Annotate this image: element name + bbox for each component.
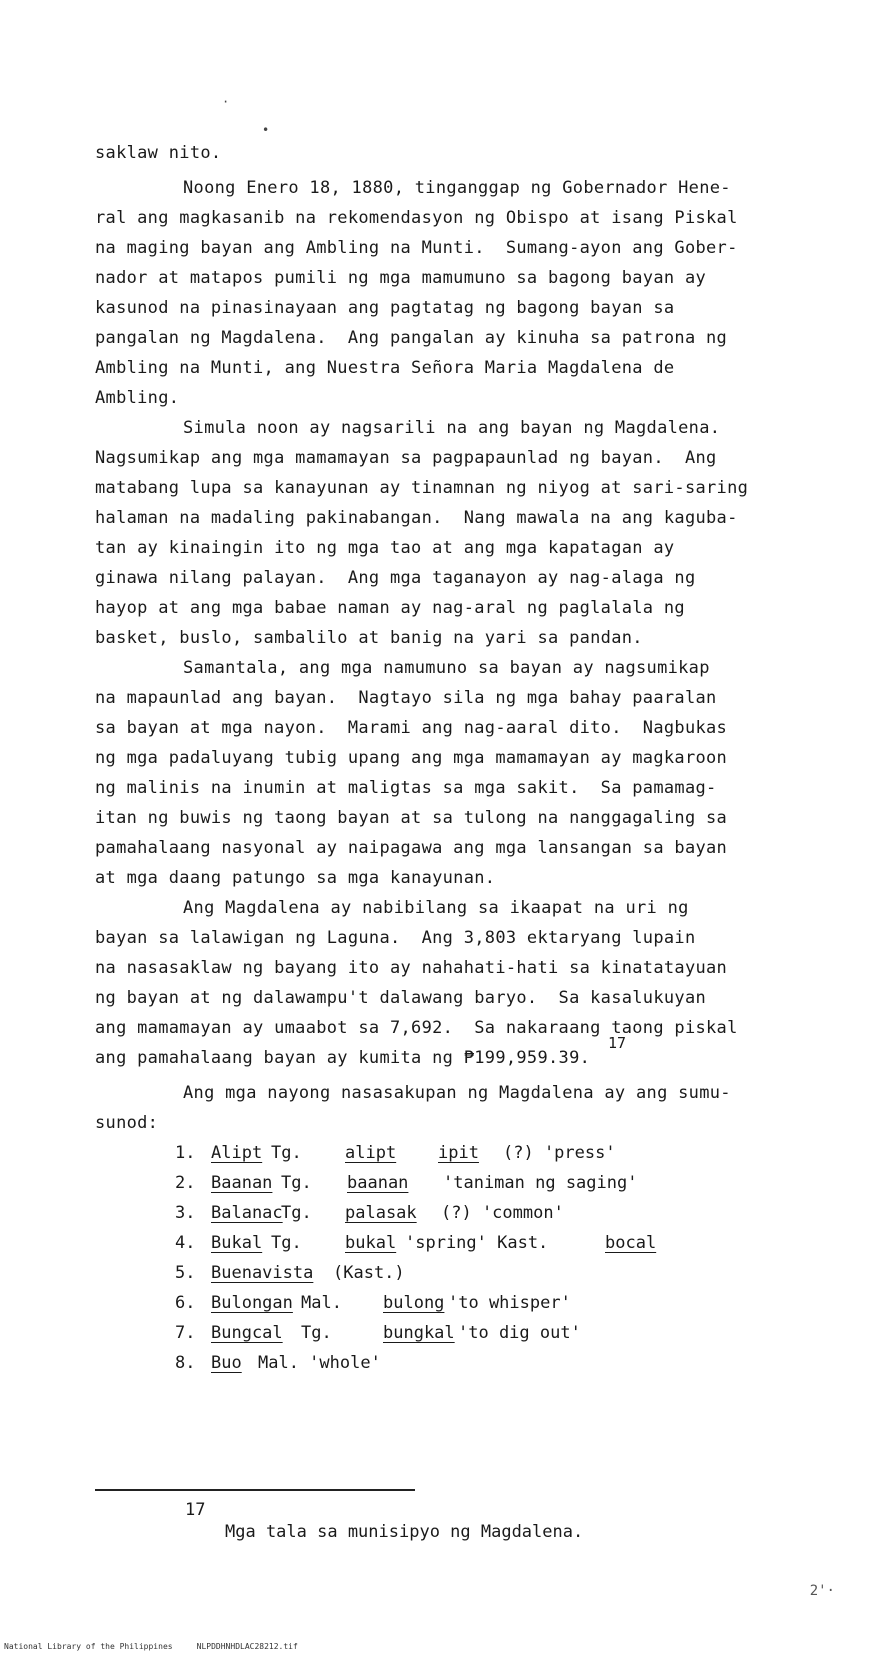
etymology-note: Mal. 'whole' <box>258 1353 381 1373</box>
text-line: Ambling. <box>95 388 180 408</box>
etymology-note: Tg. <box>281 1173 312 1193</box>
place-name: Bulongan <box>211 1293 293 1313</box>
text-line: ng malinis na inumin at maligtas sa mga sakit. Sa pamamag- <box>95 778 717 798</box>
etymology-note: Tg. <box>271 1143 302 1163</box>
text-line: Samantala, ang mga namumuno sa bayan ay nagsumikap <box>183 658 710 678</box>
text-line: pamahalaang nasyonal ay naipagawa ang mga lansangan sa bayan <box>95 838 728 858</box>
place-name: Bukal <box>211 1233 263 1253</box>
place-name: Buo <box>211 1353 242 1373</box>
text-line: na mapaunlad ang bayan. Nagtayo sila ng mga bahay paaralan <box>95 688 717 708</box>
footnote-text: Mga tala sa munisipyo ng Magdalena. <box>225 1522 584 1542</box>
etymology-note: Tg. <box>281 1203 312 1223</box>
etymology-word: bulong <box>383 1293 445 1313</box>
text-line: at mga daang patungo sa mga kanayunan. <box>95 868 496 888</box>
text-line: ang mamamayan ay umaabot sa 7,692. Sa nakaraang taong piskal <box>95 1018 738 1038</box>
text-line: Ang mga nayong nasasakupan ng Magdalena ay ang sumu- <box>183 1083 731 1103</box>
list-item-number: 4. <box>175 1233 196 1253</box>
footnote-number: 17 <box>185 1500 206 1520</box>
text-line: hayop at ang mga babae naman ay nag-aral ng paglalala ng <box>95 598 685 618</box>
list-item-number: 8. <box>175 1353 196 1373</box>
etymology-note: 'to whisper' <box>448 1293 571 1313</box>
text-line: ang pamahalaang bayan ay kumita ng ₱199,959.39. <box>95 1048 591 1068</box>
text-line: itan ng buwis ng taong bayan at sa tulong na nanggagaling sa <box>95 808 728 828</box>
text-line: sunod: <box>95 1113 159 1133</box>
text-line: kasunod na pinasinayaan ang pagtatag ng bagong bayan sa <box>95 298 675 318</box>
footnote-separator <box>95 1489 415 1491</box>
etymology-note: 'spring' Kast. <box>405 1233 549 1253</box>
scan-speck: · <box>222 95 230 109</box>
etymology-note: (?) 'common' <box>441 1203 564 1223</box>
text-line: Nagsumikap ang mga mamamayan sa pagpapaunlad ng bayan. Ang <box>95 448 717 468</box>
text-line: tan ay kinaingin ito ng mga tao at ang mga kapatagan ay <box>95 538 675 558</box>
text-line: nador at matapos pumili ng mga mamumuno sa bagong bayan ay <box>95 268 707 288</box>
etymology-word: alipt <box>345 1143 397 1163</box>
text-line: bayan sa lalawigan ng Laguna. Ang 3,803 ektaryang lupain <box>95 928 696 948</box>
place-name: Alipt <box>211 1143 263 1163</box>
text-line: Ang Magdalena ay nabibilang sa ikaapat na uri ng <box>183 898 689 918</box>
place-name: Baanan <box>211 1173 273 1193</box>
etymology-word: palasak <box>345 1203 417 1223</box>
text-line: Simula noon ay nagsarili na ang bayan ng Magdalena. <box>183 418 721 438</box>
text-line: sa bayan at mga nayon. Marami ang nag-aaral dito. Nagbukas <box>95 718 728 738</box>
text-line: ginawa nilang palayan. Ang mga taganayon ay nag-alaga ng <box>95 568 696 588</box>
place-name: Bungcal <box>211 1323 283 1343</box>
etymology-note: (?) 'press' <box>503 1143 616 1163</box>
etymology-note: (Kast.) <box>333 1263 405 1283</box>
text-line: ng mga padaluyang tubig upang ang mga mamamayan ay magkaroon <box>95 748 728 768</box>
etymology-word: baanan <box>347 1173 409 1193</box>
etymology-word: bukal <box>345 1233 397 1253</box>
etymology-word: ipit <box>438 1143 479 1163</box>
place-name: Balanac <box>211 1203 283 1223</box>
text-line: basket, buslo, sambalilo at banig na yari sa pandan. <box>95 628 643 648</box>
scan-footer: National Library of the Philippines NLPDDHNHDLAC28212.tif <box>4 1642 298 1651</box>
etymology-note: 'to dig out' <box>458 1323 581 1343</box>
text-line: pangalan ng Magdalena. Ang pangalan ay kinuha sa patrona ng <box>95 328 728 348</box>
list-item-number: 2. <box>175 1173 196 1193</box>
text-line: na maging bayan ang Ambling na Munti. Sumang-ayon ang Gober- <box>95 238 738 258</box>
text-line: matabang lupa sa kanayunan ay tinamnan ng niyog at sari-saring <box>95 478 749 498</box>
text-line: halaman na madaling pakinabangan. Nang mawala na ang kaguba- <box>95 508 738 528</box>
text-line: ral ang magkasanib na rekomendasyon ng Obispo at isang Piskal <box>95 208 738 228</box>
text-line: Ambling na Munti, ang Nuestra Señora Maria Magdalena de <box>95 358 675 378</box>
scan-speck: • <box>262 123 270 137</box>
etymology-word: bocal <box>605 1233 657 1253</box>
list-item-number: 3. <box>175 1203 196 1223</box>
list-item-number: 1. <box>175 1143 196 1163</box>
text-line: Noong Enero 18, 1880, tinganggap ng Gobernador Hene- <box>183 178 731 198</box>
etymology-note: Tg. <box>271 1233 302 1253</box>
place-name: Buenavista <box>211 1263 314 1283</box>
footnote-reference: 17 <box>608 1034 627 1052</box>
etymology-word: bungkal <box>383 1323 455 1343</box>
list-item-number: 5. <box>175 1263 196 1283</box>
etymology-note: Mal. <box>301 1293 342 1313</box>
text-line: ng bayan at ng dalawampu't dalawang baryo. Sa kasalukuyan <box>95 988 707 1008</box>
list-item-number: 6. <box>175 1293 196 1313</box>
text-line: saklaw nito. <box>95 143 222 163</box>
list-item-number: 7. <box>175 1323 196 1343</box>
etymology-note: Tg. <box>301 1323 332 1343</box>
etymology-note: 'taniman ng saging' <box>443 1173 638 1193</box>
text-line: na nasasaklaw ng bayang ito ay nahahati-hati sa kinatatayuan <box>95 958 728 978</box>
page-mark: 2'· <box>809 1583 835 1599</box>
